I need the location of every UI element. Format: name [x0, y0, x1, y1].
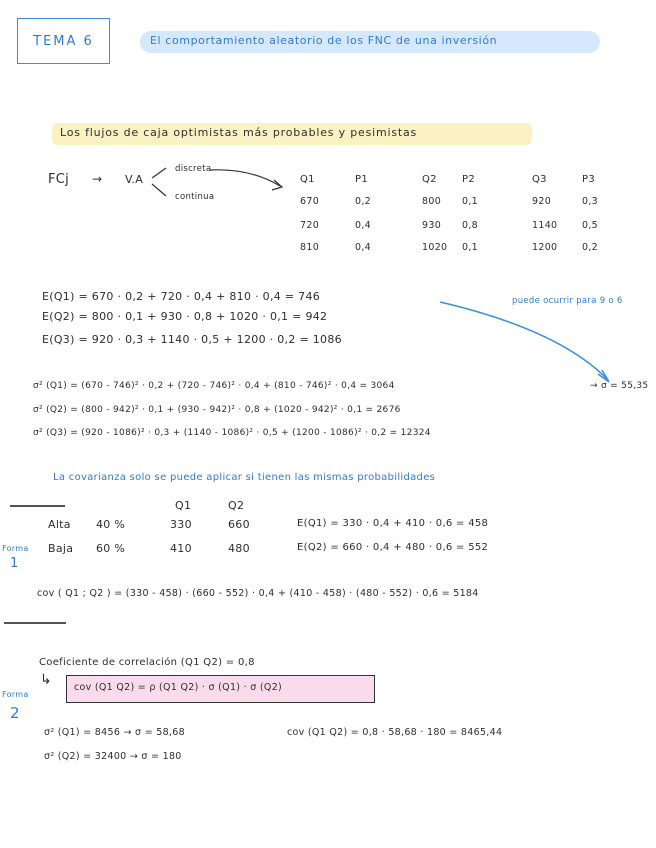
scenario-expectation-q1: E(Q1) = 330 · 0,4 + 410 · 0,6 = 458 — [297, 518, 489, 529]
fc-label: FCj — [48, 172, 70, 187]
prob-table-cell: 670 — [300, 196, 320, 207]
scenario-expectation-q2: E(Q2) = 660 · 0,4 + 480 · 0,6 = 552 — [297, 542, 489, 553]
prob-table-cell: 0,2 — [355, 196, 372, 207]
blue-note: puede ocurrir para 9 o 6 — [512, 296, 623, 306]
scenario-baja-q2: 480 — [228, 542, 250, 555]
expectation-q1: E(Q1) = 670 · 0,2 + 720 · 0,4 + 810 · 0,4 = 746 — [42, 290, 321, 303]
forma2-cov-result: cov (Q1 Q2) = 0,8 · 58,68 · 180 = 8465,44 — [287, 727, 503, 738]
prob-table-cell: 800 — [422, 196, 442, 207]
prob-table-cell: 0,4 — [355, 220, 372, 231]
prob-table-cell: 930 — [422, 220, 442, 231]
prob-table-cell: 0,5 — [582, 220, 599, 231]
expectation-q2: E(Q2) = 800 · 0,1 + 930 · 0,8 + 1020 · 0,1 = 942 — [42, 310, 328, 323]
hook-arrow: ↳ — [40, 672, 53, 688]
prob-table-cell: 1020 — [422, 242, 448, 253]
covariance-note: La covarianza solo se puede aplicar si tienen las mismas probabilidades — [53, 472, 436, 483]
branch-lines — [152, 168, 166, 196]
variance-q3: σ² (Q3) = (920 - 1086)² · 0,3 + (1140 - 1086)² · 0,5 + (1200 - 1086)² · 0,2 = 12324 — [33, 428, 431, 438]
scenario-alta-q2: 660 — [228, 518, 250, 531]
forma-2-number: 2 — [10, 704, 20, 722]
scenario-baja-label: Baja — [48, 542, 74, 555]
variance-q2: σ² (Q2) = (800 - 942)² · 0,1 + (930 - 942)² · 0,8 + (1020 - 942)² · 0,1 = 2676 — [33, 405, 401, 415]
sigma-result: → σ = 55,35 — [590, 381, 649, 391]
covariance-formula: cov (Q1 Q2) = ρ (Q1 Q2) · σ (Q1) · σ (Q2) — [74, 682, 283, 693]
scenario-baja-prob: 60 % — [96, 542, 126, 555]
variance-q1: σ² (Q1) = (670 - 746)² · 0,2 + (720 - 746)² · 0,4 + (810 - 746)² · 0,4 = 3064 — [33, 381, 395, 391]
discreta-label: discreta — [175, 164, 212, 174]
prob-table-header: Q3 — [532, 174, 547, 185]
prob-table-cell: 810 — [300, 242, 320, 253]
tema-label: TEMA 6 — [33, 33, 94, 49]
prob-table-header: P2 — [462, 174, 475, 185]
prob-table-cell: 0,4 — [355, 242, 372, 253]
forma-2-label: Forma — [2, 690, 29, 699]
prob-table-cell: 1200 — [532, 242, 558, 253]
covariance-line: cov ( Q1 ; Q2 ) = (330 - 458) · (660 - 552) · 0,4 + (410 - 458) · (480 - 552) · 0,6 = 5184 — [37, 588, 479, 599]
prob-table-cell: 0,3 — [582, 196, 599, 207]
blue-curve-arrow — [440, 302, 608, 380]
prob-table-cell: 920 — [532, 196, 552, 207]
scenario-header-q1: Q1 — [175, 499, 192, 512]
forma-1-label: Forma — [2, 544, 29, 553]
discreta-arrow — [210, 170, 280, 186]
subtitle: Los flujos de caja optimistas más probables y pesimistas — [60, 126, 418, 139]
page-title: El comportamiento aleatorio de los FNC de una inversión — [150, 34, 498, 47]
scenario-header-q2: Q2 — [228, 499, 245, 512]
scenario-alta-q1: 330 — [170, 518, 192, 531]
continua-label: continua — [175, 192, 215, 202]
scenario-alta-label: Alta — [48, 518, 71, 531]
forma2-variance-q1: σ² (Q1) = 8456 → σ = 58,68 — [44, 727, 185, 738]
forma-1-number: 1 — [10, 556, 19, 571]
prob-table-header: P1 — [355, 174, 368, 185]
prob-table-cell: 1140 — [532, 220, 558, 231]
fc-arrow: → — [92, 172, 103, 186]
prob-table-cell: 0,8 — [462, 220, 479, 231]
scenario-alta-prob: 40 % — [96, 518, 126, 531]
expectation-q3: E(Q3) = 920 · 0,3 + 1140 · 0,5 + 1200 · 0,2 = 1086 — [42, 333, 342, 346]
prob-table-cell: 0,2 — [582, 242, 599, 253]
prob-table-cell: 720 — [300, 220, 320, 231]
forma2-variance-q2: σ² (Q2) = 32400 → σ = 180 — [44, 751, 182, 762]
va-label: V.A — [125, 173, 144, 186]
prob-table-header: Q1 — [300, 174, 315, 185]
prob-table-header: P3 — [582, 174, 595, 185]
prob-table-cell: 0,1 — [462, 196, 479, 207]
prob-table-header: Q2 — [422, 174, 437, 185]
prob-table-cell: 0,1 — [462, 242, 479, 253]
scenario-baja-q1: 410 — [170, 542, 192, 555]
correlation-line: Coeficiente de correlación (Q1 Q2) = 0,8 — [39, 657, 255, 668]
